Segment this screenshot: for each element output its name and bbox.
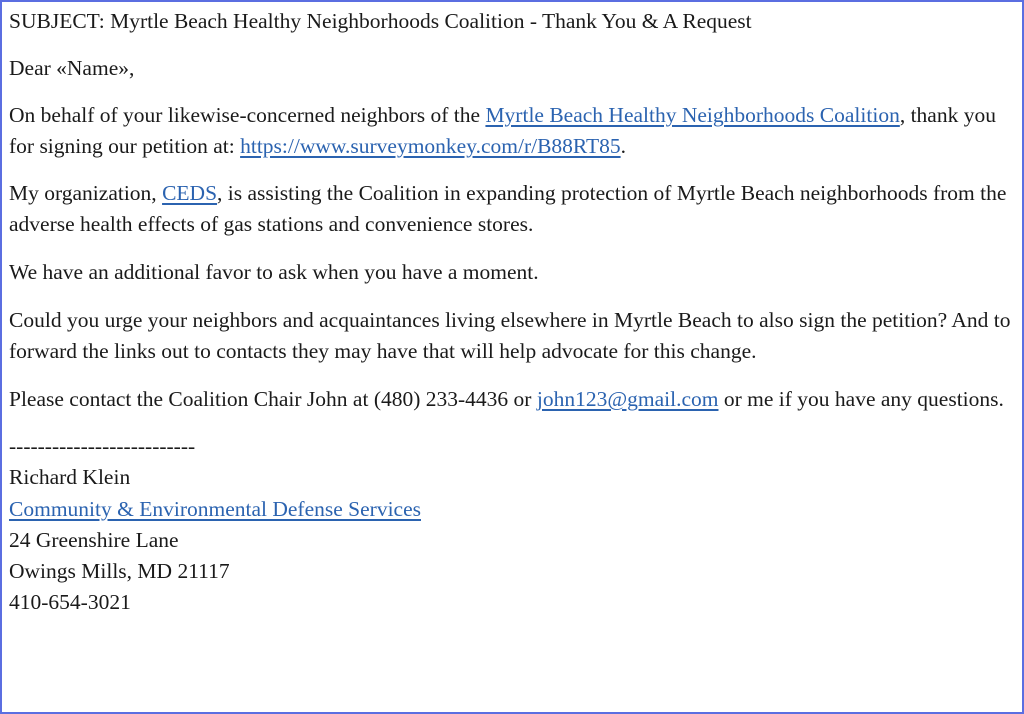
paragraph-organization-text-before: My organization, (9, 181, 163, 205)
spacer (9, 240, 1013, 257)
ceds-link[interactable]: CEDS (162, 181, 218, 205)
coalition-link[interactable]: Myrtle Beach Healthy Neighborhoods Coalition (485, 103, 900, 127)
organization-link[interactable]: Community & Environmental Defense Services (9, 496, 421, 521)
signature-block (9, 431, 1013, 619)
email-body (9, 6, 1013, 619)
paragraph-contact (9, 384, 1013, 415)
spacer (9, 367, 1013, 384)
signature-address-line2: Owings Mills, MD 21117 (9, 559, 230, 584)
signature-address-line1: 24 Greenshire Lane (9, 527, 179, 552)
paragraph-favor: We have an additional favor to ask when you have a moment. (9, 260, 539, 284)
signature-phone: 410-654-3021 (9, 590, 131, 615)
paragraph-contact-text-before: Please contact the Coalition Chair John at (480) 233-4436 or (9, 387, 537, 411)
signature-name: Richard Klein (9, 465, 131, 490)
spacer (9, 162, 1013, 178)
spacer (9, 84, 1013, 100)
spacer (9, 415, 1013, 431)
paragraph-request: Could you urge your neighbors and acquaintances living elsewhere in Myrtle Beach to also sign the petition? And to forward the links out to contacts they may have that will help advocate for this change. (9, 308, 1011, 363)
spacer (9, 288, 1013, 305)
paragraph-thanks (9, 100, 1013, 162)
signature-divider: -------------------------- (9, 434, 196, 458)
paragraph-organization-text-after: , is assisting the Coalition in expanding protection of Myrtle Beach neighborhoods from the adverse health effects of gas stations and convenience stores. (9, 181, 1007, 236)
spacer (9, 37, 1013, 53)
signature-org (9, 494, 1013, 525)
email-greeting: Dear «Name», (9, 56, 135, 80)
paragraph-contact-text-after: or me if you have any questions. (718, 387, 1004, 411)
email-link[interactable]: john123@gmail.com (536, 387, 719, 411)
paragraph-organization (9, 178, 1013, 240)
paragraph-thanks-text-after: . (620, 134, 626, 158)
paragraph-thanks-text-before: On behalf of your likewise-concerned neighbors of the (9, 103, 486, 127)
email-subject: SUBJECT: Myrtle Beach Healthy Neighborhoods Coalition - Thank You & A Request (9, 9, 752, 33)
petition-link[interactable]: https://www.surveymonkey.com/r/B88RT85 (240, 134, 621, 158)
paragraph-thanks-text-middle: , thank you for signing our petition at: (9, 103, 996, 158)
